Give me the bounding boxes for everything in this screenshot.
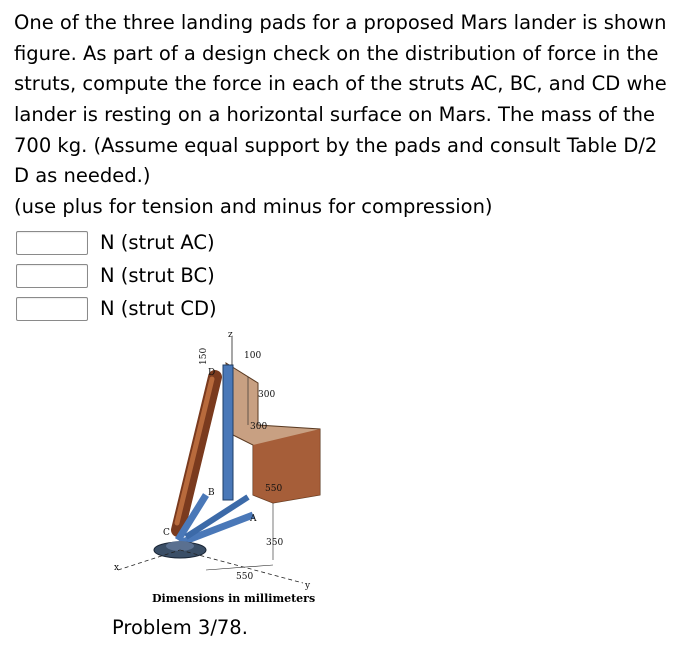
- problem-line: figure. As part of a design check on the distribution of force in the: [14, 41, 659, 65]
- problem-line: One of the three landing pads for a proposed Mars lander is shown: [14, 11, 667, 34]
- problem-statement: [14, 8, 700, 223]
- problem-line: lander is resting on a horizontal surface on Mars. The mass of the: [14, 103, 655, 127]
- problem-line: struts, compute the force in each of the struts AC, BC, and CD whe: [14, 72, 667, 96]
- figure-caption: Dimensions in millimeters: [152, 592, 316, 605]
- answer-row-ac: [16, 226, 217, 259]
- label-z: z: [228, 330, 233, 340]
- strut-ac-input[interactable]: [16, 231, 88, 255]
- landing-pad-top: [166, 541, 194, 551]
- label-d: D: [208, 368, 216, 378]
- label-a: A: [250, 514, 257, 524]
- answer-row-cd: [16, 292, 217, 325]
- problem-number: Problem 3/78.: [112, 616, 248, 639]
- label-y: y: [305, 581, 311, 591]
- problem-instruction: (use plus for tension and minus for compression): [14, 195, 493, 219]
- frame-member: [223, 365, 233, 500]
- dim-100: 100: [244, 351, 262, 361]
- strut-bc-label: N (strut BC): [100, 264, 215, 287]
- problem-line: 700 kg. (Assume equal support by the pads and consult Table D/2: [14, 133, 658, 157]
- dim-350: 350: [266, 538, 284, 548]
- dim-300-b: 300: [250, 422, 268, 432]
- dim-550-a: 550: [265, 484, 283, 494]
- strut-cd-label: N (strut CD): [100, 297, 217, 320]
- strut-bc-input[interactable]: [16, 264, 88, 288]
- strut-ac-label: N (strut AC): [100, 231, 215, 254]
- strut-cd-input[interactable]: [16, 297, 88, 321]
- answer-fields: [16, 226, 217, 325]
- label-b: B: [208, 488, 215, 498]
- x-axis: [118, 550, 180, 570]
- answer-row-bc: [16, 259, 217, 292]
- lander-figure: [108, 325, 338, 620]
- dim-300-a: 300: [258, 390, 276, 400]
- label-x: x: [114, 563, 120, 573]
- dim-small: 150: [199, 347, 209, 365]
- label-c: C: [163, 528, 170, 538]
- dim-550-b: 550: [236, 572, 254, 582]
- dim-line-550: [206, 565, 273, 570]
- problem-line: D as needed.): [14, 164, 151, 188]
